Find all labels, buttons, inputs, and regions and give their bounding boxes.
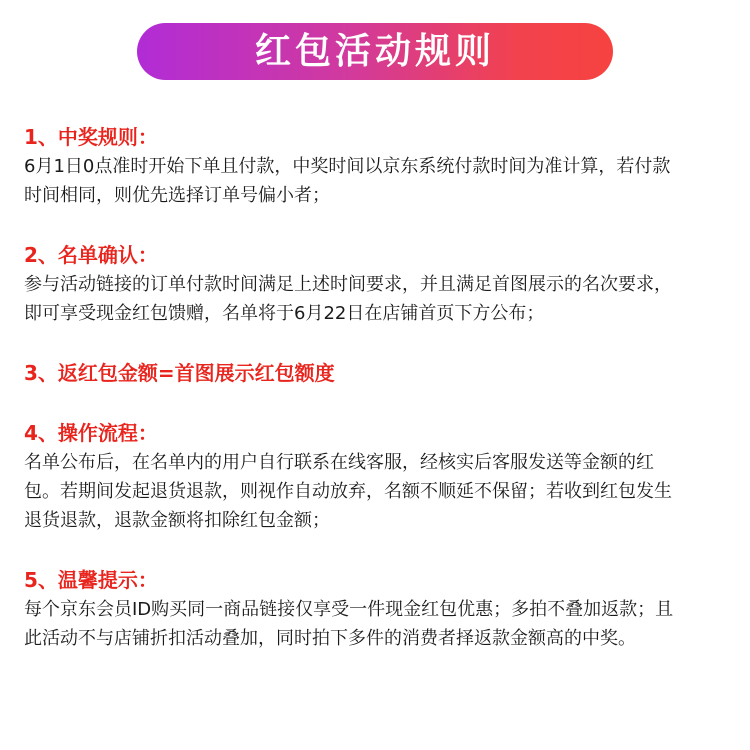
rules-content [24, 123, 730, 684]
section-heading: 3、返红包金额=首图展示红包额度 [24, 361, 335, 385]
section-heading: 1、中奖规则： [24, 125, 158, 149]
body-line: 每个京东会员ID购买同一商品链接仅享受一件现金红包优惠；多拍不叠加返款；且 [24, 599, 674, 620]
body-line: 即可享受现金红包馈赠，名单将于6月22日在店铺首页下方公布； [24, 303, 545, 324]
rule-section-process [24, 419, 730, 535]
section-heading: 5、温馨提示： [24, 568, 158, 592]
rule-section-list-confirmation [24, 241, 730, 328]
section-heading: 4、操作流程： [24, 421, 158, 445]
section-body [24, 595, 730, 653]
body-line: 包。若期间发起退货退款，则视作自动放弃，名额不顺延不保留；若收到红包发生 [24, 481, 672, 502]
section-body [24, 448, 730, 535]
rule-section-tips [24, 566, 730, 653]
section-heading: 2、名单确认： [24, 243, 158, 267]
body-line: 6月1日0点准时开始下单且付款，中奖时间以京东系统付款时间为准计算，若付款 [24, 156, 671, 177]
body-line: 此活动不与店铺折扣活动叠加，同时拍下多件的消费者择返款金额高的中奖。 [24, 628, 636, 649]
title-banner [137, 23, 613, 80]
body-line: 参与活动链接的订单付款时间满足上述时间要求，并且满足首图展示的名次要求， [24, 274, 672, 295]
rule-section-winning [24, 123, 730, 210]
page-title: 红包活动规则 [254, 30, 495, 72]
section-body [24, 270, 730, 328]
body-line: 退货退款，退款金额将扣除红包金额； [24, 510, 330, 531]
rule-section-amount [24, 359, 730, 388]
section-body [24, 152, 730, 210]
body-line: 名单公布后，在名单内的用户自行联系在线客服，经核实后客服发送等金额的红 [24, 452, 654, 473]
body-line: 时间相同，则优先选择订单号偏小者； [24, 185, 330, 206]
